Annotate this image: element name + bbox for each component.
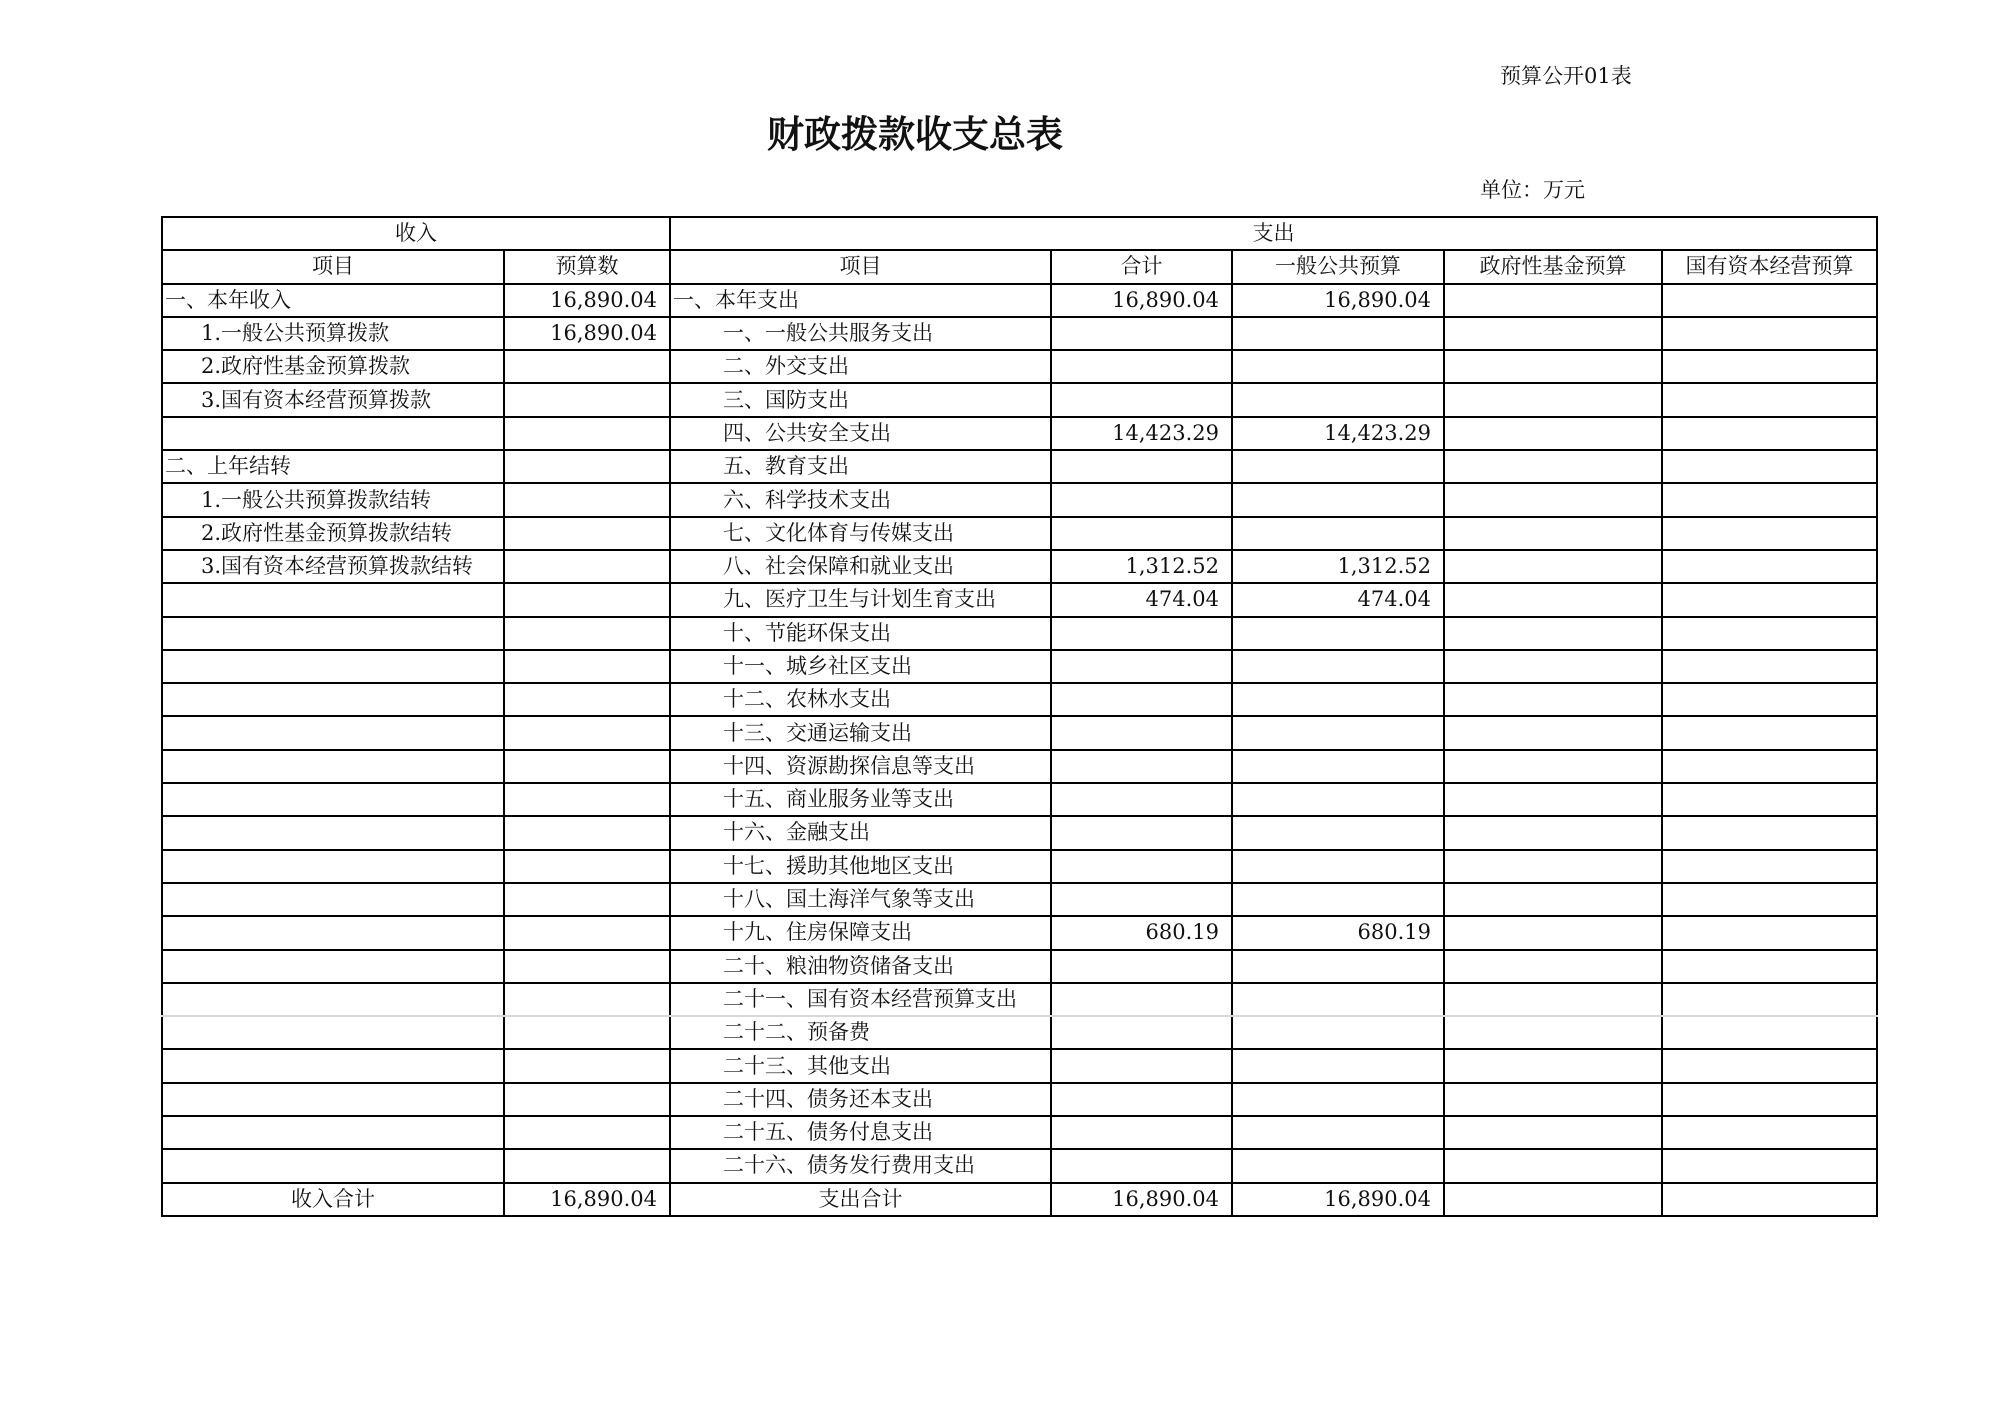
income-item [162, 583, 504, 616]
expense-item: 一、一般公共服务支出 [670, 317, 1051, 350]
expense-item: 四、公共安全支出 [670, 417, 1051, 450]
expense-item: 十八、国土海洋气象等支出 [670, 883, 1051, 916]
expense-gov-fund-budget [1444, 517, 1662, 550]
expense-total [1051, 683, 1232, 716]
table-row [162, 450, 1877, 483]
income-amount [504, 383, 670, 416]
expense-state-capital-budget [1662, 950, 1877, 983]
expense-general-budget [1232, 350, 1444, 383]
header-row-group [162, 217, 1877, 250]
expense-gov-fund-budget [1444, 317, 1662, 350]
income-item [162, 883, 504, 916]
expense-total-label: 支出合计 [670, 1183, 1051, 1216]
income-item [162, 1083, 504, 1116]
income-amount [504, 750, 670, 783]
income-item: 2.政府性基金预算拨款结转 [162, 517, 504, 550]
income-amount [504, 950, 670, 983]
expense-gov-fund-budget [1444, 916, 1662, 949]
col-header-general-budget: 一般公共预算 [1232, 250, 1444, 283]
expense-gov-fund-budget [1444, 883, 1662, 916]
table-row [162, 883, 1877, 916]
expense-total [1051, 716, 1232, 749]
expense-total [1051, 816, 1232, 849]
income-item: 3.国有资本经营预算拨款 [162, 383, 504, 416]
expense-state-capital-budget [1662, 383, 1877, 416]
income-amount [504, 1049, 670, 1082]
expense-state-capital-budget [1662, 683, 1877, 716]
income-item [162, 683, 504, 716]
expense-state-capital-budget [1662, 284, 1877, 317]
expense-general-budget [1232, 650, 1444, 683]
expense-general-budget [1232, 883, 1444, 916]
income-item [162, 983, 504, 1016]
expense-item: 十一、城乡社区支出 [670, 650, 1051, 683]
income-amount [504, 1083, 670, 1116]
expense-gov-fund-budget [1444, 950, 1662, 983]
table-row [162, 716, 1877, 749]
col-header-state-capital-budget: 国有资本经营预算 [1662, 250, 1877, 283]
expense-item: 九、医疗卫生与计划生育支出 [670, 583, 1051, 616]
expense-item: 一、本年支出 [670, 284, 1051, 317]
table-row [162, 483, 1877, 516]
table-row [162, 983, 1877, 1016]
expense-general-budget [1232, 716, 1444, 749]
expense-gov-fund-budget [1444, 850, 1662, 883]
expense-total-capital [1662, 1183, 1877, 1216]
expense-total: 474.04 [1051, 583, 1232, 616]
col-header-budget-amount: 预算数 [504, 250, 670, 283]
expense-general-budget [1232, 850, 1444, 883]
expense-total [1051, 1049, 1232, 1082]
table-row [162, 650, 1877, 683]
expense-total [1051, 1016, 1232, 1049]
expense-gov-fund-budget [1444, 583, 1662, 616]
expense-gov-fund-budget [1444, 816, 1662, 849]
expense-total: 14,423.29 [1051, 417, 1232, 450]
expense-item: 二十一、国有资本经营预算支出 [670, 983, 1051, 1016]
income-item: 一、本年收入 [162, 284, 504, 317]
expense-general-budget [1232, 683, 1444, 716]
expense-gov-fund-budget [1444, 1149, 1662, 1182]
income-amount [504, 450, 670, 483]
expense-general-budget [1232, 983, 1444, 1016]
expense-gov-fund-budget [1444, 783, 1662, 816]
expense-total [1051, 950, 1232, 983]
income-item [162, 783, 504, 816]
income-item [162, 850, 504, 883]
expense-general-budget: 1,312.52 [1232, 550, 1444, 583]
expense-total [1051, 317, 1232, 350]
expense-general-budget [1232, 1016, 1444, 1049]
table-row [162, 550, 1877, 583]
expense-total [1051, 483, 1232, 516]
table-row [162, 617, 1877, 650]
income-amount [504, 650, 670, 683]
income-header: 收入 [162, 217, 670, 250]
expense-gov-fund-budget [1444, 650, 1662, 683]
page-title: 财政拨款收支总表 [767, 113, 1063, 156]
expense-state-capital-budget [1662, 1016, 1877, 1049]
expense-gov-fund-budget [1444, 716, 1662, 749]
expense-total [1051, 1083, 1232, 1116]
expense-general-budget [1232, 483, 1444, 516]
table-row [162, 284, 1877, 317]
income-amount [504, 916, 670, 949]
expense-total: 680.19 [1051, 916, 1232, 949]
income-item [162, 950, 504, 983]
table-row [162, 850, 1877, 883]
income-amount [504, 1016, 670, 1049]
col-header-income-item: 项目 [162, 250, 504, 283]
income-amount [504, 816, 670, 849]
expense-gov-fund-budget [1444, 383, 1662, 416]
expense-item: 六、科学技术支出 [670, 483, 1051, 516]
form-number: 预算公开01表 [1500, 64, 1632, 88]
table-row [162, 683, 1877, 716]
expense-gov-fund-budget [1444, 550, 1662, 583]
expense-state-capital-budget [1662, 750, 1877, 783]
expense-item: 七、文化体育与传媒支出 [670, 517, 1051, 550]
expense-item: 十五、商业服务业等支出 [670, 783, 1051, 816]
income-item: 2.政府性基金预算拨款 [162, 350, 504, 383]
income-item [162, 650, 504, 683]
unit-label: 单位：万元 [1480, 178, 1585, 202]
expense-general-budget: 14,423.29 [1232, 417, 1444, 450]
expense-state-capital-budget [1662, 583, 1877, 616]
expense-state-capital-budget [1662, 716, 1877, 749]
table-row [162, 583, 1877, 616]
expense-gov-fund-budget [1444, 1116, 1662, 1149]
income-amount [504, 683, 670, 716]
expense-state-capital-budget [1662, 650, 1877, 683]
expense-item: 十、节能环保支出 [670, 617, 1051, 650]
expense-gov-fund-budget [1444, 1083, 1662, 1116]
income-item: 二、上年结转 [162, 450, 504, 483]
expense-gov-fund-budget [1444, 683, 1662, 716]
expense-item: 十三、交通运输支出 [670, 716, 1051, 749]
income-amount [504, 783, 670, 816]
expense-gov-fund-budget [1444, 284, 1662, 317]
expense-total [1051, 383, 1232, 416]
income-item [162, 1016, 504, 1049]
table-row [162, 1116, 1877, 1149]
expense-item: 十七、援助其他地区支出 [670, 850, 1051, 883]
expense-state-capital-budget [1662, 1083, 1877, 1116]
expense-state-capital-budget [1662, 450, 1877, 483]
income-amount: 16,890.04 [504, 284, 670, 317]
expense-gov-fund-budget [1444, 1049, 1662, 1082]
income-amount [504, 617, 670, 650]
expense-general-budget [1232, 450, 1444, 483]
table-row [162, 1049, 1877, 1082]
income-item [162, 916, 504, 949]
income-amount [504, 716, 670, 749]
expense-state-capital-budget [1662, 783, 1877, 816]
expense-gov-fund-budget [1444, 450, 1662, 483]
income-amount [504, 583, 670, 616]
expense-item: 十九、住房保障支出 [670, 916, 1051, 949]
table-row [162, 350, 1877, 383]
expense-general-budget [1232, 783, 1444, 816]
income-total-label: 收入合计 [162, 1183, 504, 1216]
income-item [162, 716, 504, 749]
income-amount [504, 850, 670, 883]
income-amount [504, 550, 670, 583]
expense-state-capital-budget [1662, 483, 1877, 516]
expense-general-budget [1232, 517, 1444, 550]
income-item [162, 1116, 504, 1149]
expense-gov-fund-budget [1444, 483, 1662, 516]
income-amount [504, 417, 670, 450]
expense-item: 五、教育支出 [670, 450, 1051, 483]
income-item: 3.国有资本经营预算拨款结转 [162, 550, 504, 583]
expense-item: 二十二、预备费 [670, 1016, 1051, 1049]
expense-total [1051, 350, 1232, 383]
expense-item: 二十六、债务发行费用支出 [670, 1149, 1051, 1182]
income-item [162, 750, 504, 783]
expense-total [1051, 850, 1232, 883]
expense-general-budget [1232, 1083, 1444, 1116]
expense-state-capital-budget [1662, 816, 1877, 849]
table-row [162, 1149, 1877, 1182]
expense-state-capital-budget [1662, 1149, 1877, 1182]
table-row [162, 916, 1877, 949]
expense-item: 二十三、其他支出 [670, 1049, 1051, 1082]
col-header-gov-fund-budget: 政府性基金预算 [1444, 250, 1662, 283]
income-amount: 16,890.04 [504, 317, 670, 350]
expense-item: 三、国防支出 [670, 383, 1051, 416]
expense-item: 二十五、债务付息支出 [670, 1116, 1051, 1149]
expense-total [1051, 517, 1232, 550]
income-item [162, 1149, 504, 1182]
expense-general-budget: 474.04 [1232, 583, 1444, 616]
income-item [162, 816, 504, 849]
expense-general-budget [1232, 950, 1444, 983]
expense-total [1051, 650, 1232, 683]
expense-total-amount: 16,890.04 [1051, 1183, 1232, 1216]
expense-general-budget [1232, 816, 1444, 849]
expense-gov-fund-budget [1444, 617, 1662, 650]
expense-total [1051, 983, 1232, 1016]
totals-row [162, 1183, 1877, 1216]
expense-gov-fund-budget [1444, 1016, 1662, 1049]
income-item: 1.一般公共预算拨款结转 [162, 483, 504, 516]
expense-item: 二十四、债务还本支出 [670, 1083, 1051, 1116]
income-amount [504, 983, 670, 1016]
income-total-amount: 16,890.04 [504, 1183, 670, 1216]
table-row [162, 517, 1877, 550]
expense-total [1051, 1149, 1232, 1182]
expense-state-capital-budget [1662, 983, 1877, 1016]
table-row [162, 417, 1877, 450]
expense-state-capital-budget [1662, 883, 1877, 916]
expense-total [1051, 883, 1232, 916]
expense-total [1051, 750, 1232, 783]
expense-total [1051, 783, 1232, 816]
expense-general-budget [1232, 1049, 1444, 1082]
table-row [162, 317, 1877, 350]
income-item [162, 417, 504, 450]
expense-gov-fund-budget [1444, 417, 1662, 450]
income-item [162, 1049, 504, 1082]
expense-header: 支出 [670, 217, 1877, 250]
income-amount [504, 350, 670, 383]
expense-item: 十二、农林水支出 [670, 683, 1051, 716]
expense-gov-fund-budget [1444, 750, 1662, 783]
table-row [162, 816, 1877, 849]
expense-state-capital-budget [1662, 850, 1877, 883]
expense-general-budget: 16,890.04 [1232, 284, 1444, 317]
expense-total [1051, 1116, 1232, 1149]
expense-item: 八、社会保障和就业支出 [670, 550, 1051, 583]
expense-total [1051, 450, 1232, 483]
expense-state-capital-budget [1662, 517, 1877, 550]
expense-general-budget [1232, 383, 1444, 416]
col-header-total: 合计 [1051, 250, 1232, 283]
header-row-columns [162, 250, 1877, 283]
expense-item: 二、外交支出 [670, 350, 1051, 383]
expense-gov-fund-budget [1444, 983, 1662, 1016]
expense-general-budget [1232, 1116, 1444, 1149]
table-row [162, 750, 1877, 783]
expense-item: 十四、资源勘探信息等支出 [670, 750, 1051, 783]
expense-state-capital-budget [1662, 550, 1877, 583]
expense-general-budget [1232, 1149, 1444, 1182]
table-row [162, 1016, 1877, 1049]
income-item [162, 617, 504, 650]
expense-state-capital-budget [1662, 1116, 1877, 1149]
expense-general-budget [1232, 750, 1444, 783]
expense-item: 十六、金融支出 [670, 816, 1051, 849]
income-amount [504, 1116, 670, 1149]
budget-table [161, 216, 1878, 1217]
expense-state-capital-budget [1662, 916, 1877, 949]
table-row [162, 383, 1877, 416]
expense-state-capital-budget [1662, 317, 1877, 350]
expense-state-capital-budget [1662, 617, 1877, 650]
expense-total-fund [1444, 1183, 1662, 1216]
expense-state-capital-budget [1662, 350, 1877, 383]
expense-total: 16,890.04 [1051, 284, 1232, 317]
expense-general-budget: 680.19 [1232, 916, 1444, 949]
table-row [162, 950, 1877, 983]
expense-general-budget [1232, 317, 1444, 350]
expense-general-budget [1232, 617, 1444, 650]
expense-state-capital-budget [1662, 1049, 1877, 1082]
expense-total [1051, 617, 1232, 650]
income-item: 1.一般公共预算拨款 [162, 317, 504, 350]
table-row [162, 1083, 1877, 1116]
expense-item: 二十、粮油物资储备支出 [670, 950, 1051, 983]
col-header-expense-item: 项目 [670, 250, 1051, 283]
table-row [162, 783, 1877, 816]
expense-gov-fund-budget [1444, 350, 1662, 383]
expense-total: 1,312.52 [1051, 550, 1232, 583]
income-amount [504, 1149, 670, 1182]
expense-total-general: 16,890.04 [1232, 1183, 1444, 1216]
expense-state-capital-budget [1662, 417, 1877, 450]
income-amount [504, 517, 670, 550]
income-amount [504, 483, 670, 516]
income-amount [504, 883, 670, 916]
